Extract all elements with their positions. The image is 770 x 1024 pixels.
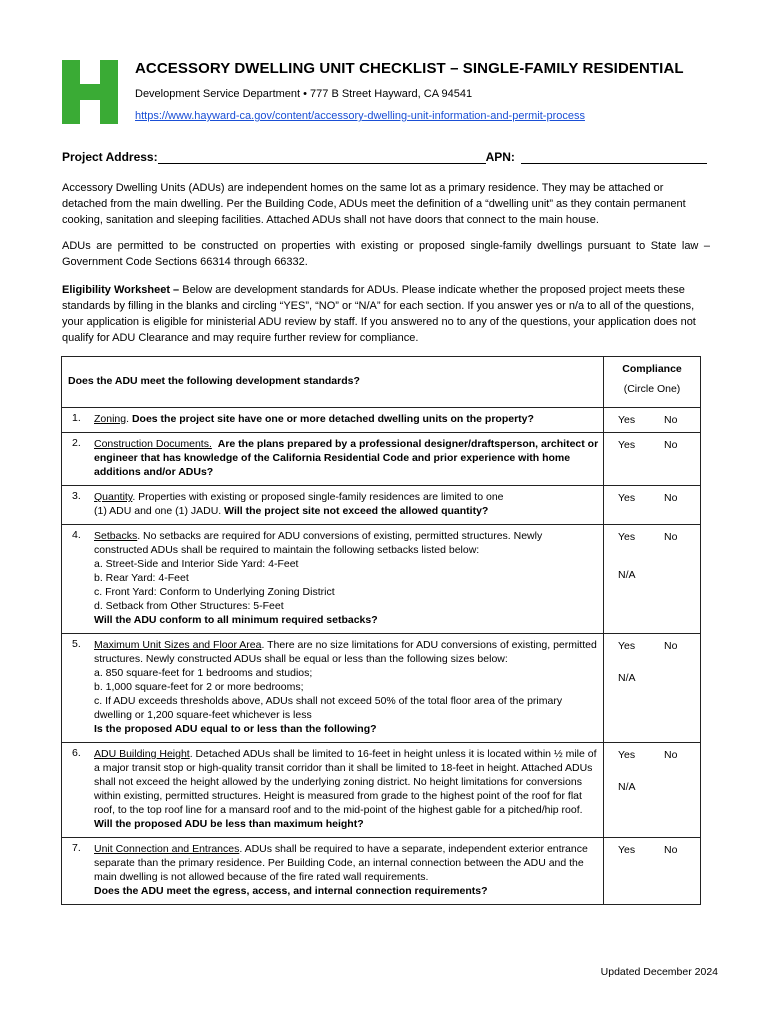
setback-list: [94, 557, 599, 613]
table-header-row: [62, 357, 701, 408]
row-question: Does the project site have one or more detached dwelling units on the property?: [131, 413, 534, 425]
no-option[interactable]: No: [664, 492, 678, 504]
compliance-title: Compliance: [622, 363, 682, 375]
no-option[interactable]: No: [664, 844, 678, 856]
row-question: Will the project site not exceed the allowed quantity?: [224, 505, 489, 517]
size-list: [94, 666, 599, 722]
row-number: 3.: [72, 490, 81, 502]
no-option[interactable]: No: [664, 414, 678, 426]
worksheet-instructions: Below are development standards for ADUs. Please indicate whether the proposed project meets these standards by filling in the blanks and circling “YES”, “NO” or “N/A” for each section. If you answer yes or n/a to all of the questions, your application is eligible for ministerial ADU review by staff. If you answered no to any of the questions, your application does not qualify for ADU Clearance and may require further review for compliance.: [62, 284, 696, 344]
department-address: Development Service Department • 777 B Street Hayward, CA 94541: [135, 88, 473, 100]
yes-option[interactable]: Yes: [618, 439, 636, 451]
intro-paragraph: Accessory Dwelling Units (ADUs) are independent homes on the same lot as a primary residence. They may be attached or detached from the main dwelling. Per the Building Code, ADUs meet the definition of a “dwelling unit” as they contain permanent cooking, sanitation and sleeping facilities. Attached ADUs shall not have doors that connect to the main house.: [62, 182, 686, 226]
eligibility-worksheet-paragraph: [62, 282, 710, 346]
list-item: c. If ADU exceeds thresholds above, ADUs shall not exceed 50% of the total floor area of the primary dwelling or 1,200 square-feet whichever is less: [94, 695, 563, 721]
no-option[interactable]: No: [664, 640, 678, 652]
table-row: [62, 486, 701, 525]
row-text: . No setbacks are required for ADU conversions of existing, permitted structures. Newly constructed ADUs shall be required to maintain the following setbacks listed below:: [94, 530, 543, 556]
list-item: b. 1,000 square-feet for 2 or more bedrooms;: [94, 681, 304, 693]
row-text: . Detached ADUs shall be limited to 16-feet in height unless it is located within ½ mile of a major transit stop or high-quality transit corridor than it shall be limited to 18-feet in height. Attached ADUs shall not exceed the height allowed by the underlying zoning district. No height limitations for conversions within existing, permitted structures. Height is measured from grade to the highest point of the roof for flat roof, to the top roof line for a mansard roof and to the mid-point of the highest gable for a pitched/hip roof.: [94, 748, 597, 816]
state-law-paragraph: ADUs are permitted to be constructed on properties with existing or proposed single-family dwellings pursuant to State law – Government Code Sections 66314 through 66332.: [62, 240, 710, 268]
list-item: a. 850 square-feet for 1 bedrooms and studios;: [94, 667, 313, 679]
project-address-field[interactable]: [158, 151, 486, 164]
table-row: [62, 743, 701, 838]
na-option[interactable]: N/A: [618, 672, 636, 684]
na-option[interactable]: N/A: [618, 569, 636, 581]
row-title: Construction Documents.: [94, 438, 212, 450]
row-number: 6.: [72, 747, 81, 759]
list-item: b. Rear Yard: 4-Feet: [94, 572, 189, 584]
row-number: 7.: [72, 842, 81, 854]
table-row: [62, 634, 701, 743]
yes-option[interactable]: Yes: [618, 749, 636, 761]
row-title: Unit Connection and Entrances: [94, 843, 240, 855]
apn-label: APN:: [485, 150, 515, 164]
no-option[interactable]: No: [664, 531, 678, 543]
apn-field[interactable]: [521, 151, 707, 164]
row-text: . ADUs shall be required to have a separate, independent exterior entrance separate than the primary residence. Per Building Code, an internal connection between the ADU and the main dwelling is not allowed because of the fire rated wall requirements.: [94, 843, 588, 883]
row-number: 4.: [72, 529, 81, 541]
yes-option[interactable]: Yes: [618, 844, 636, 856]
no-option[interactable]: No: [664, 439, 678, 451]
table-row: [62, 525, 701, 634]
worksheet-heading: Eligibility Worksheet –: [62, 284, 180, 296]
no-option[interactable]: No: [664, 749, 678, 761]
row-title: ADU Building Height: [94, 748, 190, 760]
circle-one-note: (Circle One): [623, 383, 681, 395]
list-item: c. Front Yard: Conform to Underlying Zoning District: [94, 586, 335, 598]
row-title: Setbacks: [94, 530, 138, 542]
yes-option[interactable]: Yes: [618, 640, 636, 652]
row-title: Quantity: [94, 491, 133, 503]
row-question: Will the proposed ADU be less than maximum height?: [94, 818, 364, 830]
row-question: Is the proposed ADU equal to or less than the following?: [94, 723, 377, 735]
permit-process-link[interactable]: https://www.hayward-ca.gov/content/accessory-dwelling-unit-information-and-permit-process: [135, 110, 585, 122]
row-text: . There are no size limitations for ADU conversions of existing, permitted structures. Newly constructed ADUs shall be equal or less than the following sizes below:: [94, 639, 597, 665]
na-option[interactable]: N/A: [618, 781, 636, 793]
row-number: 5.: [72, 638, 81, 650]
eligibility-table: [61, 356, 701, 905]
page-title: ACCESSORY DWELLING UNIT CHECKLIST – SINGLE-FAMILY RESIDENTIAL: [135, 60, 684, 77]
yes-option[interactable]: Yes: [618, 531, 636, 543]
row-text: (1) ADU and one (1) JADU.: [94, 505, 222, 517]
row-question: Are the plans prepared by a professional designer/draftsperson, architect or engineer that has knowledge of the California Residential Code and prior experience with home additions and/or ADUs?: [94, 438, 599, 478]
hayward-logo-icon: [62, 60, 118, 124]
yes-option[interactable]: Yes: [618, 414, 636, 426]
list-item: d. Setback from Other Structures: 5-Feet: [94, 600, 284, 612]
table-row: [62, 838, 701, 905]
row-text: . Properties with existing or proposed single-family residences are limited to one: [132, 491, 504, 503]
row-title: Zoning: [94, 413, 127, 425]
row-number: 2.: [72, 437, 81, 449]
list-item: a. Street-Side and Interior Side Yard: 4-Feet: [94, 558, 299, 570]
yes-option[interactable]: Yes: [618, 492, 636, 504]
row-question: Will the ADU conform to all minimum required setbacks?: [94, 614, 378, 626]
row-number: 1.: [72, 412, 81, 424]
table-row: [62, 433, 701, 486]
question-header: Does the ADU meet the following development standards?: [62, 357, 604, 408]
updated-date: Updated December 2024: [600, 966, 718, 978]
compliance-header: [604, 357, 701, 408]
project-address-row: [62, 150, 712, 164]
row-title: Maximum Unit Sizes and Floor Area: [94, 639, 262, 651]
row-question: Does the ADU meet the egress, access, and internal connection requirements?: [94, 885, 488, 897]
project-address-label: Project Address:: [62, 150, 158, 164]
table-row: 1. Zoning. Does the project site have one or more detached dwelling units on the property? Yes No: [62, 408, 701, 433]
